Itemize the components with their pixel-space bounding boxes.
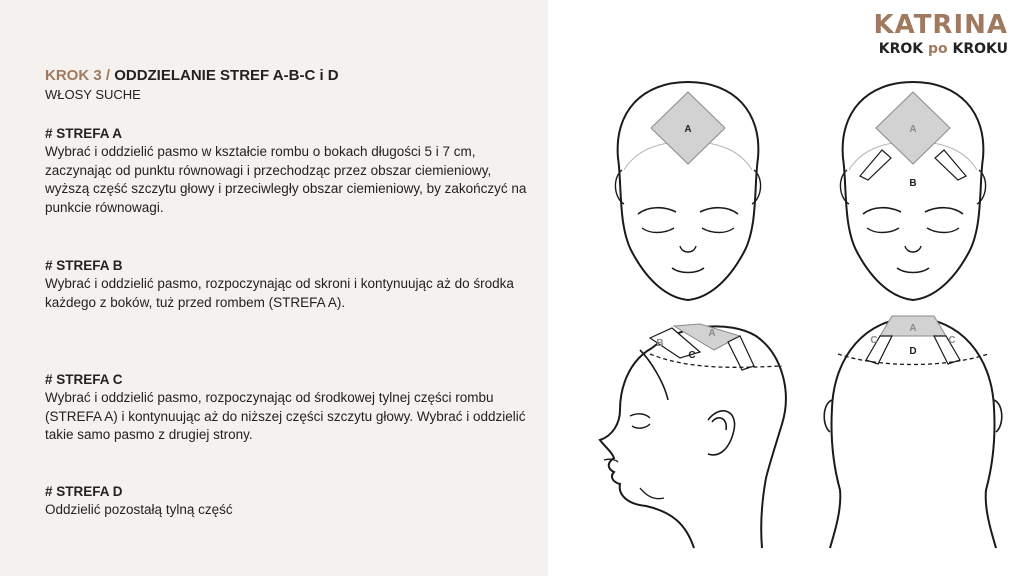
brand-tagline-po: po bbox=[927, 41, 948, 57]
step-subtitle: WŁOSY SUCHE bbox=[45, 87, 141, 102]
back-label-c-left: C bbox=[870, 335, 878, 346]
brand-name: KATRINA bbox=[873, 10, 1008, 40]
zone-c-text: Wybrać i oddzielić pasmo, rozpoczynając od środkowej tylnej części rombu (STREFA A) i kontynuując aż do niższej części szczytu głowy. Wybrać i oddzielić takie samo pasmo z drugiej strony. bbox=[45, 390, 526, 442]
zone-c-section bbox=[45, 372, 535, 445]
brand-tagline-kroku: KROKU bbox=[947, 41, 1008, 57]
zone-c-heading: # STREFA C bbox=[45, 372, 123, 387]
step-title bbox=[45, 67, 339, 84]
zone-d-text: Oddzielić pozostałą tylną część bbox=[45, 502, 233, 517]
front-label-a: A bbox=[684, 124, 692, 135]
front-label-b: B bbox=[909, 178, 917, 189]
front-head-zone-a bbox=[615, 82, 760, 300]
back-label-c-right: C bbox=[948, 335, 956, 346]
back-label-d: D bbox=[909, 346, 917, 357]
zone-a-heading: # STREFA A bbox=[45, 126, 123, 141]
back-label-a: A bbox=[909, 323, 917, 334]
zone-a-text: Wybrać i oddzielić pasmo w kształcie rombu o bokach długości 5 i 7 cm, zaczynając od punktu równowagi i przechodząc przez obszar ciemieniowy, wyższą część szczytu głowy i przeciwległy obszar ciemieniowy, by zakończyć na punkcie równowagi. bbox=[45, 144, 527, 215]
brand-tagline-krok: KROK bbox=[878, 41, 928, 57]
zone-d-heading: # STREFA D bbox=[45, 484, 123, 499]
step-number: KROK 3 / bbox=[45, 67, 115, 84]
front-label-a: A bbox=[909, 124, 917, 135]
side-label-b: B bbox=[656, 338, 664, 349]
zone-b-heading: # STREFA B bbox=[45, 258, 123, 273]
side-label-c: C bbox=[688, 350, 696, 361]
side-label-a: A bbox=[708, 328, 716, 339]
step-title-text: ODDZIELANIE STREF A-B-C i D bbox=[114, 67, 339, 84]
zone-b-section bbox=[45, 258, 535, 312]
back-head bbox=[824, 316, 1002, 548]
side-head bbox=[600, 324, 786, 548]
front-head-zone-ab bbox=[840, 82, 985, 300]
illustrations bbox=[548, 0, 1024, 576]
zone-b-text: Wybrać i oddzielić pasmo, rozpoczynając od skroni i kontynuując aż do środka każdego z boków, tuż przed rombem (STREFA A). bbox=[45, 276, 514, 310]
zone-d-section bbox=[45, 484, 535, 520]
zone-a-section bbox=[45, 126, 535, 217]
